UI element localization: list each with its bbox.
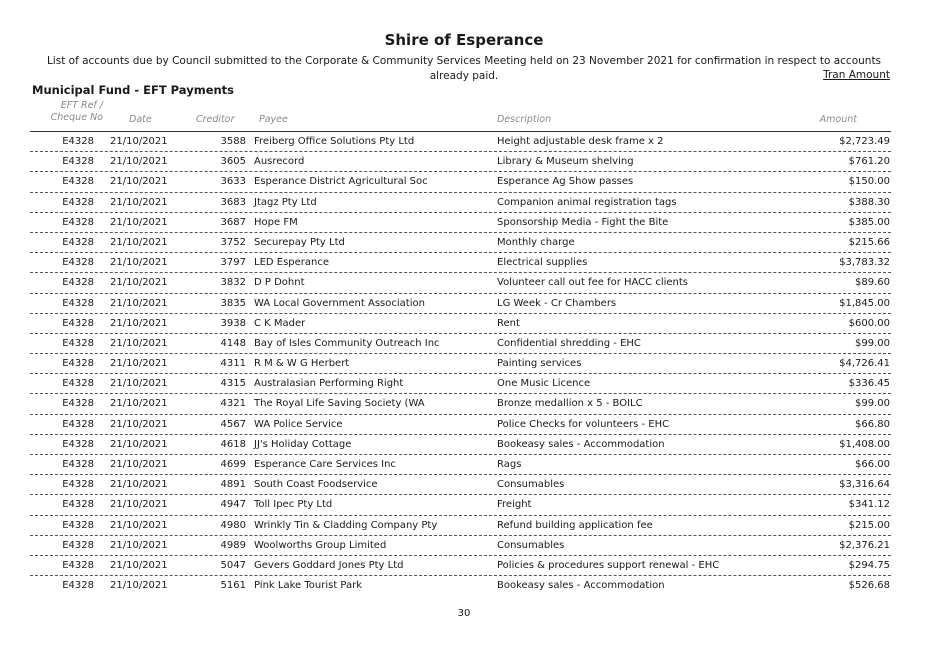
table-row [0,576,928,596]
cell-date: 21/10/2021 [110,317,168,329]
table-row [0,152,928,172]
cell-date: 21/10/2021 [110,559,168,571]
cell-payee: Securepay Pty Ltd [254,236,345,248]
cell-creditor: 3938 [220,317,246,329]
cell-ref: E4328 [62,539,94,551]
cell-ref: E4328 [62,216,94,228]
cell-creditor: 3835 [220,297,246,309]
cell-payee: Ausrecord [254,156,305,168]
document-title: Shire of Esperance [384,31,544,49]
cell-date: 21/10/2021 [110,156,168,168]
cell-description: Bookeasy sales - Accommodation [497,438,665,450]
cell-payee: Gevers Goddard Jones Pty Ltd [254,559,404,571]
cell-creditor: 4618 [220,438,246,450]
cell-amount: $341.12 [848,499,890,511]
table-row [0,455,928,475]
table-row [0,294,928,314]
table-row [0,374,928,394]
cell-date: 21/10/2021 [110,580,168,592]
cell-payee: South Coast Foodservice [254,479,378,491]
cell-date: 21/10/2021 [110,337,168,349]
cell-payee: Pink Lake Tourist Park [254,580,363,592]
cell-date: 21/10/2021 [110,539,168,551]
cell-creditor: 5047 [220,559,246,571]
cell-payee: Australasian Performing Right [254,378,404,390]
cell-description: Rags [497,459,522,470]
cell-payee: Hope FM [254,216,298,228]
cell-date: 21/10/2021 [110,479,168,491]
cell-creditor: 3687 [220,216,246,228]
cell-creditor: 4891 [220,479,246,491]
table-row [0,495,928,515]
table-row [0,556,928,576]
cell-date: 21/10/2021 [110,358,168,370]
cell-date: 21/10/2021 [110,257,168,269]
cell-ref: E4328 [62,156,94,168]
cell-payee: C K Mader [254,317,306,329]
table-row [0,516,928,536]
cell-payee: Toll Ipec Pty Ltd [254,499,333,511]
cell-payee: Bay of Isles Community Outreach Inc [254,337,440,349]
cell-creditor: 4989 [220,539,246,551]
cell-payee: Esperance District Agricultural Soc [254,176,428,188]
cell-payee: Jtagz Pty Ltd [254,196,317,208]
cell-creditor: 5161 [220,580,246,592]
cell-ref: E4328 [62,519,94,531]
table-row [0,172,928,192]
cell-description: One Music Licence [497,378,591,390]
cell-amount: $385.00 [848,216,890,228]
column-header-payee: Payee [259,114,288,125]
cell-date: 21/10/2021 [110,216,168,228]
cell-amount: $150.00 [848,176,890,188]
cell-description: Bookeasy sales - Accommodation [497,580,665,592]
cell-creditor: 4699 [220,459,246,470]
cell-amount: $388.30 [848,196,890,208]
cell-payee: R M & W G Herbert [254,358,350,370]
cell-ref: E4328 [62,358,94,370]
cell-amount: $2,376.21 [839,539,890,551]
column-header-amount: Amount [819,114,857,125]
table-row [0,435,928,455]
cell-ref: E4328 [62,196,94,208]
column-header-description: Description [497,114,552,125]
table-row [0,415,928,435]
cell-amount: $66.80 [855,418,890,430]
cell-amount: $294.75 [848,559,890,571]
page-number: 30 [457,608,471,619]
cell-amount: $215.00 [848,519,890,531]
cell-creditor: 3683 [220,196,246,208]
cell-creditor: 3605 [220,156,246,168]
tran-amount-label: Tran Amount [823,69,890,81]
column-header-ref: EFT Ref / Cheque No [50,100,103,123]
cell-date: 21/10/2021 [110,398,168,410]
cell-description: Library & Museum shelving [497,156,634,168]
cell-amount: $1,845.00 [839,297,890,309]
cell-amount: $4,726.41 [839,358,890,370]
cell-date: 21/10/2021 [110,277,168,289]
cell-date: 21/10/2021 [110,499,168,511]
table-row [0,475,928,495]
cell-amount: $1,408.00 [839,438,890,450]
cell-date: 21/10/2021 [110,236,168,248]
cell-payee: JJ's Holiday Cottage [254,438,352,450]
cell-description: Bronze medallion x 5 - BOILC [497,398,643,410]
cell-ref: E4328 [62,317,94,329]
cell-description: Rent [497,317,520,329]
cell-description: Esperance Ag Show passes [497,176,634,188]
cell-creditor: 3832 [220,277,246,289]
cell-creditor: 3633 [220,176,246,188]
table-column-headers [0,100,928,130]
cell-payee: Freiberg Office Solutions Pty Ltd [254,136,415,147]
table-row [0,213,928,233]
cell-amount: $89.60 [855,277,890,289]
cell-ref: E4328 [62,378,94,390]
cell-ref: E4328 [62,277,94,289]
cell-payee: Esperance Care Services Inc [254,459,396,470]
cell-payee: The Royal Life Saving Society (WA [254,398,425,410]
cell-date: 21/10/2021 [110,418,168,430]
cell-description: Companion animal registration tags [497,196,677,208]
cell-amount: $336.45 [848,378,890,390]
cell-payee: Wrinkly Tin & Cladding Company Pty [254,519,438,531]
cell-amount: $3,316.64 [839,479,890,491]
cell-description: Consumables [497,539,565,551]
cell-ref: E4328 [62,459,94,470]
cell-ref: E4328 [62,479,94,491]
cell-ref: E4328 [62,257,94,269]
cell-creditor: 4311 [220,358,246,370]
cell-ref: E4328 [62,418,94,430]
table-row [0,273,928,293]
cell-date: 21/10/2021 [110,196,168,208]
cell-ref: E4328 [62,337,94,349]
cell-ref: E4328 [62,499,94,511]
cell-ref: E4328 [62,236,94,248]
cell-date: 21/10/2021 [110,459,168,470]
cell-description: Volunteer call out fee for HACC clients [497,277,689,289]
cell-description: LG Week - Cr Chambers [497,297,617,309]
cell-creditor: 3797 [220,257,246,269]
cell-ref: E4328 [62,398,94,410]
cell-ref: E4328 [62,136,94,147]
cell-creditor: 4980 [220,519,246,531]
cell-date: 21/10/2021 [110,136,168,147]
cell-ref: E4328 [62,438,94,450]
table-row [0,233,928,253]
cell-creditor: 4947 [220,499,246,511]
column-header-creditor: Creditor [196,114,235,125]
cell-description: Confidential shredding - EHC [497,337,641,349]
cell-description: Freight [497,499,532,511]
cell-amount: $526.68 [848,580,890,592]
cell-amount: $600.00 [848,317,890,329]
cell-ref: E4328 [62,559,94,571]
cell-ref: E4328 [62,297,94,309]
cell-amount: $99.00 [855,398,890,410]
table-row [0,394,928,414]
cell-amount: $66.00 [855,459,890,470]
cell-date: 21/10/2021 [110,297,168,309]
document-subtitle: List of accounts due by Council submitted to the Corporate & Community Services Meeting held on 23 November 2021 for confirmation in respect to accounts already paid. [46,55,882,82]
cell-amount: $761.20 [848,156,890,168]
cell-description: Height adjustable desk frame x 2 [497,136,664,147]
cell-creditor: 4321 [220,398,246,410]
cell-creditor: 4315 [220,378,246,390]
cell-payee: WA Police Service [254,418,343,430]
cell-date: 21/10/2021 [110,438,168,450]
cell-description: Monthly charge [497,236,575,248]
cell-description: Refund building application fee [497,519,653,531]
cell-payee: LED Esperance [254,257,330,269]
cell-creditor: 4148 [220,337,246,349]
cell-description: Electrical supplies [497,257,588,269]
cell-date: 21/10/2021 [110,519,168,531]
cell-payee: D P Dohnt [254,277,305,289]
cell-description: Sponsorship Media - Fight the Bite [497,216,669,228]
payments-table [0,132,928,596]
cell-creditor: 3588 [220,136,246,147]
cell-description: Consumables [497,479,565,491]
cell-description: Police Checks for volunteers - EHC [497,418,670,430]
cell-amount: $2,723.49 [839,136,890,147]
cell-payee: Woolworths Group Limited [254,539,387,551]
table-row [0,334,928,354]
cell-amount: $215.66 [848,236,890,248]
cell-amount: $3,783.32 [839,257,890,269]
cell-creditor: 4567 [220,418,246,430]
cell-description: Painting services [497,358,582,370]
cell-date: 21/10/2021 [110,378,168,390]
cell-payee: WA Local Government Association [254,297,425,309]
column-header-date: Date [129,114,152,125]
table-row [0,354,928,374]
cell-ref: E4328 [62,580,94,592]
cell-date: 21/10/2021 [110,176,168,188]
cell-description: Policies & procedures support renewal - EHC [497,559,720,571]
table-row [0,536,928,556]
section-title: Municipal Fund - EFT Payments [32,83,235,97]
cell-amount: $99.00 [855,337,890,349]
cell-creditor: 3752 [220,236,246,248]
table-row [0,132,928,152]
table-row [0,253,928,273]
table-row [0,193,928,213]
table-row [0,314,928,334]
cell-ref: E4328 [62,176,94,188]
